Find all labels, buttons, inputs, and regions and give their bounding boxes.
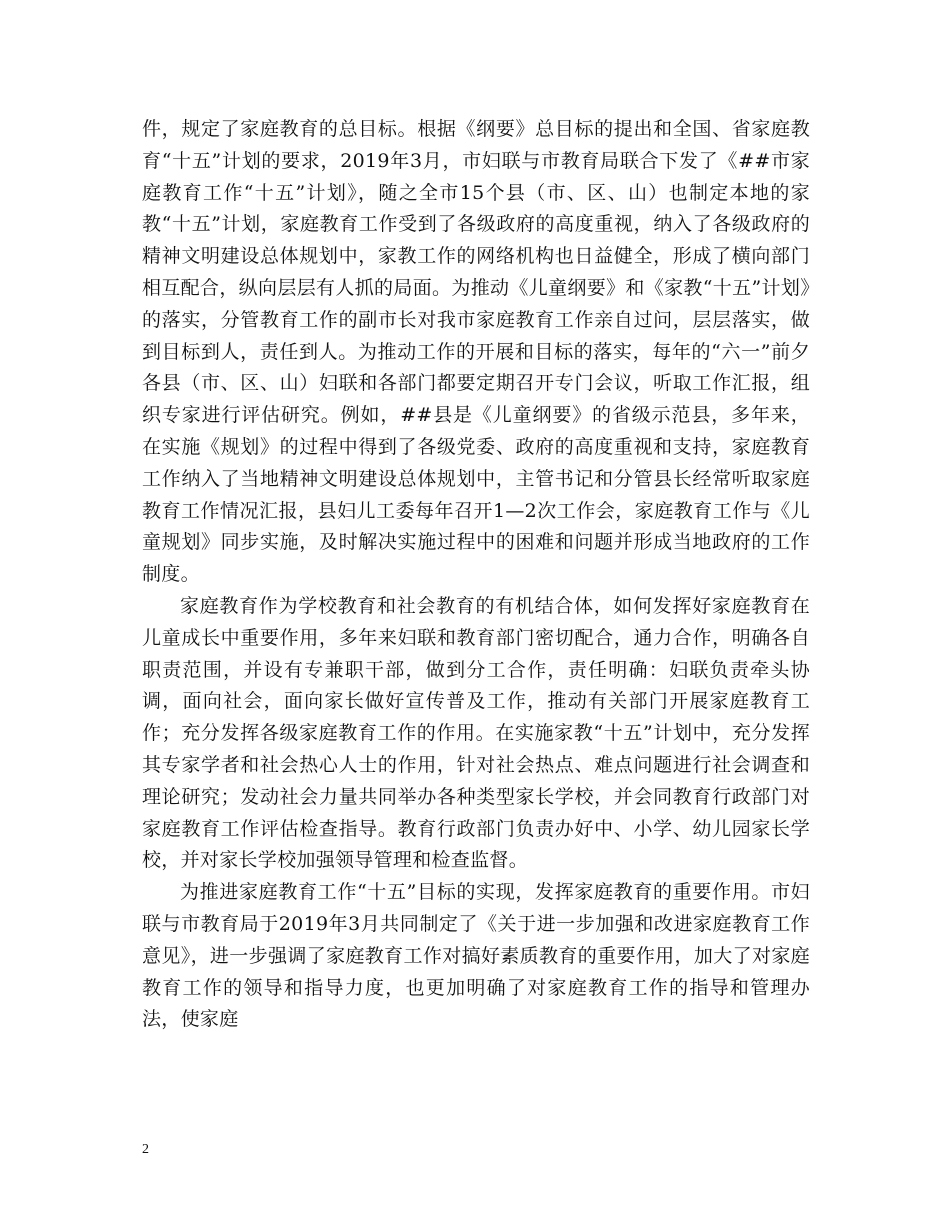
paragraph-3: 为推进家庭教育工作“十五”目标的实现，发挥家庭教育的重要作用。市妇联与市教育局于2019年3月共同制定了《关于进一步加强和改进家庭教育工作意见》，进一步强调了家庭教育工作对搞好素质教育的重要作用，加大了对家庭教育工作的领导和指导力度，也更加明确了对家庭教育工作的指导和管理办法，使家庭 — [142, 881, 810, 1031]
paragraph-2: 家庭教育作为学校教育和社会教育的有机结合体，如何发挥好家庭教育在儿童成长中重要作用，多年来妇联和教育部门密切配合，通力合作，明确各自职责范围，并设有专兼职干部，做到分工合作，责任明确：妇联负责牵头协调，面向社会，面向家长做好宣传普及工作，推动有关部门开展家庭教育工作；充分发挥各级家庭教育工作的作用。在实施家教“十五”计划中，充分发挥其专家学者和社会热心人士的作用，针对社会热点、难点问题进行社会调查和理论研究；发动社会力量共同举办各种类型家长学校，并会同教育行政部门对家庭教育工作评估检查指导。教育行政部门负责办好中、小学、幼儿园家长学校，并对家长学校加强领导管理和检查监督。 — [142, 594, 810, 872]
document-body — [142, 114, 810, 1036]
paragraph-1: 件，规定了家庭教育的总目标。根据《纲要》总目标的提出和全国、省家庭教育“十五”计划的要求，2019年3月，市妇联与市教育局联合下发了《##市家庭教育工作“十五”计划》，随之全市15个县（市、区、山）也制定本地的家教“十五”计划，家庭教育工作受到了各级政府的高度重视，纳入了各级政府的精神文明建设总体规划中，家教工作的网络机构也日益健全，形成了横向部门相互配合，纵向层层有人抓的局面。为推动《儿童纲要》和《家教“十五”计划》的落实，分管教育工作的副市长对我市家庭教育工作亲自过问，层层落实，做到目标到人，责任到人。为推动工作的开展和目标的落实，每年的“六一”前夕各县（市、区、山）妇联和各部门都要定期召开专门会议，听取工作汇报，组织专家进行评估研究。例如，##县是《儿童纲要》的省级示范县，多年来，在实施《规划》的过程中得到了各级党委、政府的高度重视和支持，家庭教育工作纳入了当地精神文明建设总体规划中，主管书记和分管县长经常听取家庭教育工作情况汇报，县妇儿工委每年召开1—2次工作会，家庭教育工作与《儿童规划》同步实施，及时解决实施过程中的困难和问题并形成当地政府的工作制度。 — [142, 118, 810, 586]
page-number: 2 — [142, 1142, 149, 1157]
